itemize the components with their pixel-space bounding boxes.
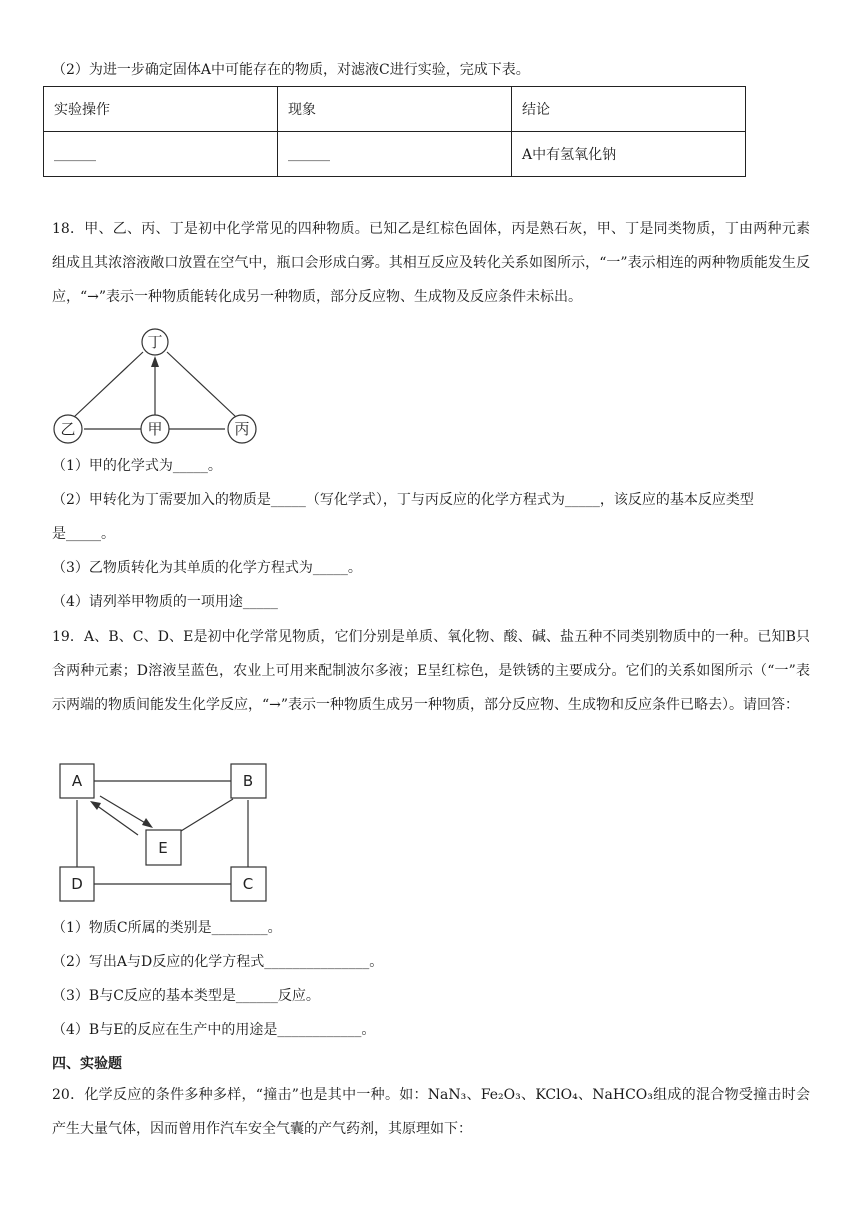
table-cell-conclusion: A中有氢氧化钠: [512, 132, 746, 177]
q19-stem: 19．A、B、C、D、E是初中化学常见物质，它们分别是单质、氧化物、酸、碱、盐五种不同类别物质中的一种。已知B只含两种元素；D溶液呈蓝色，农业上可用来配制波尔多液；E呈红棕色，是铁锈的主要成分。它们的关系如图所示（“一”表示两端的物质间能发生化学反应，“→”表示一种物质生成另一种物质，部分反应物、生成物和反应条件已略去）。请回答：: [52, 629, 810, 713]
q18-sub4: （4）请列举甲物质的一项用途_____: [52, 594, 278, 610]
arrowhead-icon: [151, 356, 159, 367]
q18-sub3: （3）乙物质转化为其单质的化学方程式为_____。: [52, 560, 362, 576]
box-b-label: B: [242, 772, 254, 790]
table-header-cell: 现象: [278, 87, 512, 132]
q19-sub2: （2）写出A与D反应的化学方程式_______________。: [52, 954, 384, 970]
q18-sub2-line1: （2）甲转化为丁需要加入的物质是_____（写化学式），丁与丙反应的化学方程式为_____，该反应的基本反应类型: [52, 492, 754, 508]
edge-ding-bing: [167, 352, 236, 417]
q18-stem: 18．甲、乙、丙、丁是初中化学常见的四种物质。已知乙是红棕色固体，丙是熟石灰，甲、丁是同类物质，丁由两种元素组成且其浓溶液敞口放置在空气中，瓶口会形成白雾。其相互反应及转化关系如图所示，“一”表示相连的两种物质能发生反应，“→”表示一种物质能转化成另一种物质，部分反应物、生成物及反应条件未标出。: [52, 221, 810, 305]
q18-relationship-diagram: [44, 322, 274, 448]
q20-stem: 20．化学反应的条件多种多样，“撞击”也是其中一种。如：NaN₃、Fe₂O₃、KClO₄、NaHCO₃组成的混合物受撞击时会产生大量气体，因而曾用作汽车安全气囊的产气药剂，其原理如下：: [52, 1087, 810, 1137]
q18-sub1: （1）甲的化学式为_____。: [52, 458, 222, 474]
box-d-label: D: [71, 875, 83, 893]
q19-sub3: （3）B与C反应的基本类型是______反应。: [52, 988, 320, 1004]
arrowhead-icon: [90, 801, 101, 810]
edge-yi-ding: [74, 352, 143, 417]
q19-relationship-diagram: [56, 762, 272, 904]
box-c-label: C: [242, 875, 254, 893]
node-ding-label: 丁: [147, 333, 163, 351]
q17-part2-prompt: （2）为进一步确定固体A中可能存在的物质，对滤液C进行实验，完成下表。: [52, 62, 530, 78]
table-cell-answer-blank[interactable]: ______: [44, 132, 278, 177]
node-jia-label: 甲: [147, 420, 163, 438]
arrow-a-to-e: [100, 796, 147, 824]
table-header-cell: 结论: [512, 87, 746, 132]
node-bing-label: 丙: [234, 420, 250, 438]
arrow-e-to-a: [96, 805, 138, 835]
table-row: [44, 132, 746, 177]
section-heading: 四、实验题: [52, 1056, 122, 1072]
arrowhead-icon: [142, 818, 153, 828]
table-cell-answer-blank[interactable]: ______: [278, 132, 512, 177]
box-e-label: E: [158, 839, 168, 857]
box-a-label: A: [71, 772, 83, 790]
edge-b-e: [181, 799, 233, 831]
q19-sub1: （1）物质C所属的类别是________。: [52, 920, 282, 936]
q18-sub2-line2: 是_____。: [52, 526, 115, 542]
experiment-table: [43, 86, 746, 177]
q19-sub4: （4）B与E的反应在生产中的用途是____________。: [52, 1022, 376, 1038]
table-header-cell: 实验操作: [44, 87, 278, 132]
node-yi-label: 乙: [60, 420, 76, 438]
table-header-row: [44, 87, 746, 132]
